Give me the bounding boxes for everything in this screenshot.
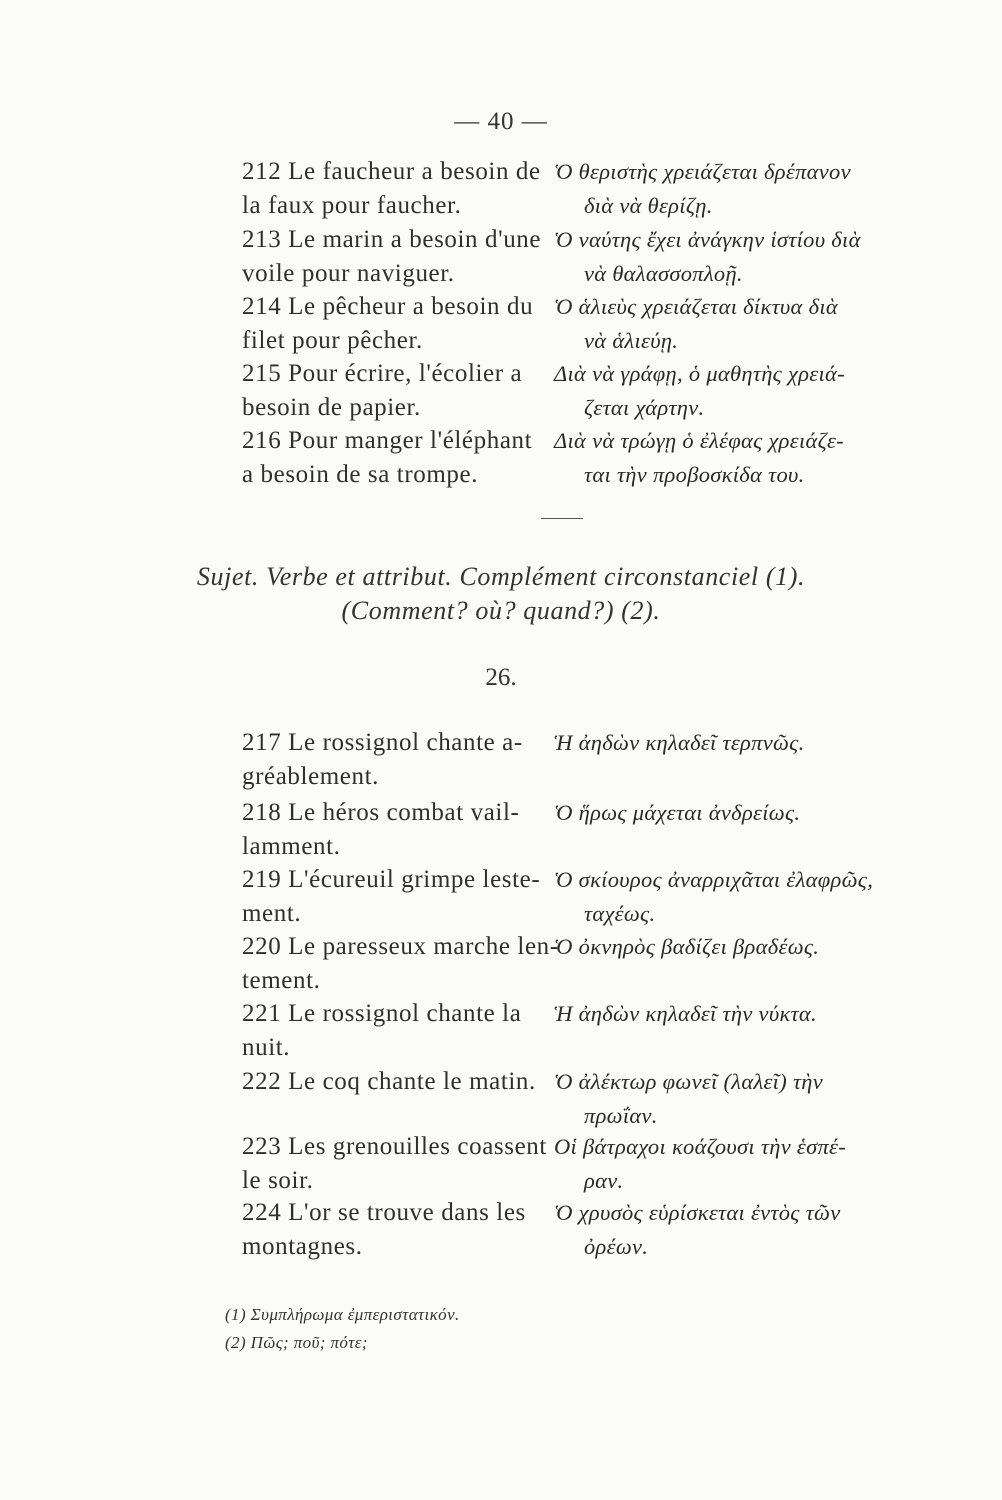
french-line: 220 Le paresseux marche len- [242, 933, 559, 960]
french-line: 218 Le héros combat vail- [242, 799, 520, 826]
french-text [242, 863, 547, 931]
french-line: tement. [242, 967, 321, 994]
french-line: 213 Le marin a besoin d'une [242, 226, 542, 253]
greek-line: Ὁ θεριστὴς χρειάζεται δρέπανον [554, 159, 851, 184]
greek-line: νὰ θαλασσοπλοῇ. [584, 261, 743, 286]
greek-line: Διὰ νὰ γράφῃ, ὁ μαθητὴς χρειά- [554, 361, 845, 386]
greek-line: πρωΐαν. [584, 1103, 658, 1128]
footnote-2: (2) Πῶς; ποῦ; πότε; [225, 1333, 368, 1352]
french-line: gréablement. [242, 763, 379, 790]
greek-text [554, 1130, 929, 1198]
lesson-number: 26. [485, 664, 517, 691]
french-text [242, 726, 547, 794]
greek-line: ραν. [584, 1168, 624, 1193]
greek-line: ται τὴν προβοσκίδα του. [584, 462, 805, 487]
section-heading: Sujet. Verbe et attribut. Complément circonstanciel (1). [196, 562, 806, 591]
greek-line: Ὁ σκίουρος ἀναρριχᾶται ἐλαφρῶς, [554, 867, 874, 892]
french-line: 216 Pour manger l'éléphant [242, 427, 533, 454]
french-line: 219 L'écureuil grimpe leste- [242, 866, 541, 893]
french-line: nuit. [242, 1034, 291, 1061]
greek-text [554, 290, 929, 358]
french-line: 217 Le rossignol chante a- [242, 729, 523, 756]
french-line: voile pour naviguer. [242, 260, 455, 287]
greek-line: Ὁ ἁλιεὺς χρειάζεται δίκτυα διὰ [554, 294, 839, 319]
greek-line: Διὰ νὰ τρώγῃ ὁ ἐλέφας χρειάζε- [554, 428, 844, 453]
greek-text [554, 1196, 929, 1264]
greek-text [554, 997, 929, 1031]
footnote-1: (1) Συμπλήρωμα ἐμπεριστατικόν. [225, 1305, 460, 1324]
greek-line: ὀρέων. [584, 1234, 649, 1259]
french-line: 221 Le rossignol chante la [242, 1000, 522, 1027]
french-line: 223 Les grenouilles coassent [242, 1133, 547, 1160]
french-text [242, 223, 547, 291]
french-line: le soir. [242, 1167, 314, 1194]
french-line: 222 Le coq chante le matin. [242, 1068, 536, 1095]
french-line: 214 Le pêcheur a besoin du [242, 293, 534, 320]
french-text [242, 290, 547, 358]
greek-line: Ὁ ναύτης ἔχει ἀνάγκην ἱστίου διὰ [554, 227, 861, 252]
greek-line: Οἱ βάτραχοι κοάζουσι τὴν ἑσπέ- [554, 1134, 847, 1159]
french-text [242, 1130, 547, 1198]
french-text [242, 930, 559, 998]
french-text [242, 1065, 547, 1099]
greek-line: Ὁ ἀλέκτωρ φωνεῖ (λαλεῖ) τὴν [554, 1069, 824, 1094]
greek-text [554, 796, 929, 830]
french-line: lamment. [242, 833, 341, 860]
greek-line: διὰ νὰ θερίζῃ. [584, 193, 713, 218]
greek-text [554, 726, 929, 760]
french-line: 215 Pour écrire, l'écolier a [242, 360, 523, 387]
greek-line: ταχέως. [584, 901, 656, 926]
french-line: a besoin de sa trompe. [242, 461, 479, 488]
greek-line: Ὁ ἥρως μάχεται ἀνδρείως. [554, 800, 801, 825]
french-line: ment. [242, 900, 302, 927]
french-text [242, 424, 547, 492]
french-line: montagnes. [242, 1233, 363, 1260]
section-divider [541, 518, 583, 519]
greek-line: Ἡ ἀηδὼν κηλαδεῖ τερπνῶς. [554, 730, 805, 755]
greek-text [554, 155, 929, 223]
french-line: 212 Le faucheur a besoin de [242, 158, 541, 185]
greek-text [554, 930, 929, 964]
french-line: filet pour pêcher. [242, 327, 423, 354]
section-subheading: (Comment? où? quand?) (2). [341, 596, 661, 625]
french-text [242, 155, 547, 223]
french-text [242, 997, 547, 1065]
greek-text [554, 223, 929, 291]
french-text [242, 357, 547, 425]
greek-line: Ὁ χρυσὸς εὑρίσκεται ἐντὸς τῶν [554, 1200, 841, 1225]
french-line: la faux pour faucher. [242, 192, 462, 219]
french-text [242, 1196, 547, 1264]
greek-line: Ἡ ἀηδὼν κηλαδεῖ τὴν νύκτα. [554, 1001, 817, 1026]
greek-text [554, 357, 929, 425]
greek-text [554, 424, 929, 492]
greek-text [554, 1065, 929, 1133]
greek-text [554, 863, 929, 931]
french-line: besoin de papier. [242, 394, 421, 421]
page-number: — 40 — [454, 108, 548, 135]
french-text [242, 796, 547, 864]
greek-line: Ὁ ὀκνηρὸς βαδίζει βραδέως. [554, 934, 820, 959]
greek-line: νὰ ἁλιεύῃ. [584, 328, 679, 353]
french-line: 224 L'or se trouve dans les [242, 1199, 526, 1226]
greek-line: ζεται χάρτην. [584, 395, 705, 420]
